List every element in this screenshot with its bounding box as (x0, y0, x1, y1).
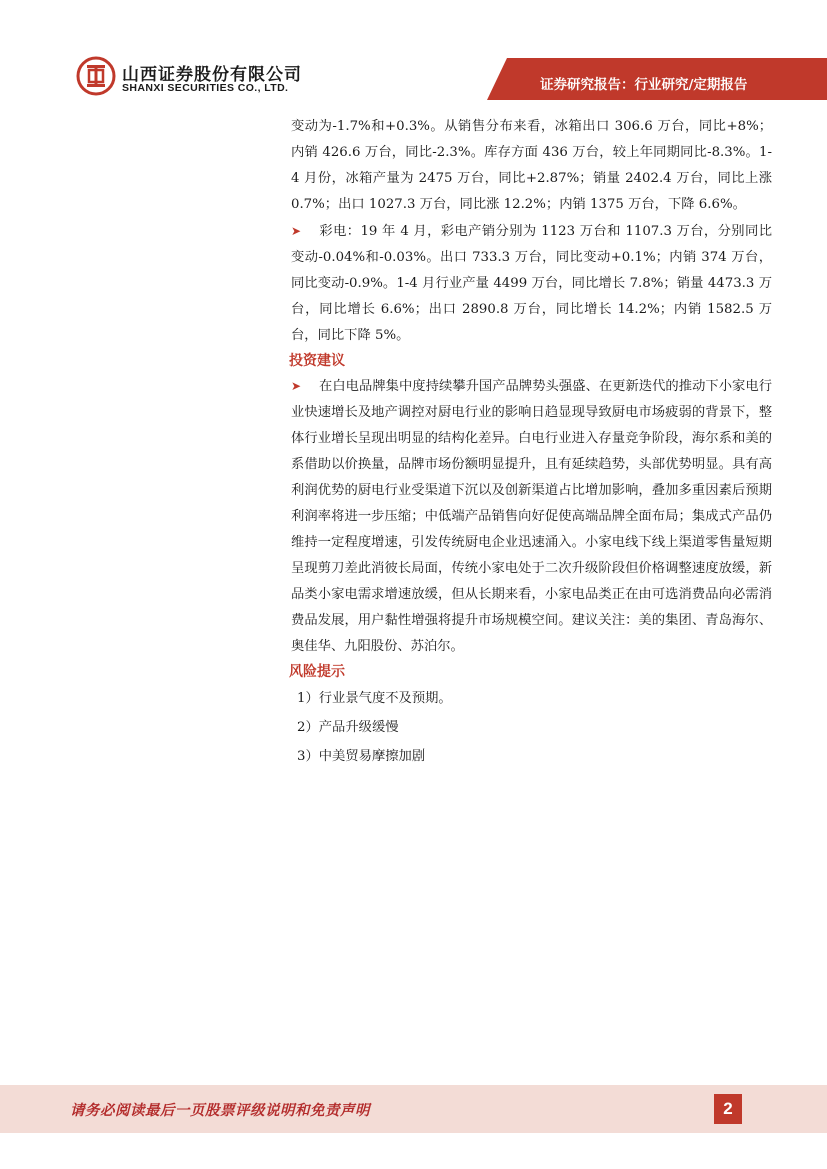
report-body (291, 114, 772, 771)
page-header (0, 0, 827, 100)
disclaimer-text: 请务必阅读最后一页股票评级说明和免责声明 (70, 1102, 370, 1119)
tv-bullet-text: 彩电：19 年 4 月，彩电产销分别为 1123 万台和 1107.3 万台，分别同比变动-0.04%和-0.03%。出口 733.3 万台，同比变动+0.1%；内销 374 万台，同比变动-0.9%。1-4 月行业产量 4499 万台，同比增长 7.8%；销量 4473.3 万台，同比增长 6.6%；出口 2890.8 万台，同比增长 14.2%；内销 1582.5 万台，同比下降 5%。 (291, 224, 772, 343)
company-name-en: SHANXI SECURITIES CO., LTD. (122, 82, 289, 94)
risk-item: 1）行业景气度不及预期。 (297, 691, 452, 706)
risk-item: 3）中美贸易摩擦加剧 (297, 749, 426, 764)
page-number: 2 (714, 1094, 742, 1124)
tv-bullet-paragraph (291, 218, 772, 349)
arrow-bullet-icon: ➤ (291, 379, 302, 393)
investment-bullet-paragraph (291, 373, 772, 660)
company-name-cn: 山西证券股份有限公司 (122, 65, 302, 85)
page-footer (0, 1085, 827, 1133)
arrow-bullet-icon: ➤ (291, 224, 302, 238)
investment-heading: 投资建议 (289, 353, 345, 369)
investment-bullet-text: 在白电品牌集中度持续攀升国产品牌势头强盛、在更新迭代的推动下小家电行业快速增长及地产调控对厨电行业的影响日趋显现导致厨电市场疲弱的背景下，整体行业增长呈现出明显的结构化差异。白电行业进入存量竞争阶段，海尔系和美的系借助以价换量，品牌市场份额明显提升，且有延续趋势，头部优势明显。具有高利润优势的厨电行业受渠道下沉以及创新渠道占比增加影响，叠加多重因素后预期利润率将进一步压缩；中低端产品销售向好促使高端品牌全面布局；集成式产品仍维持一定程度增速，引发传统厨电企业迅速涌入。小家电线下线上渠道零售量短期呈现剪刀差此消彼长局面，传统小家电处于二次升级阶段但价格调整速度放缓，新品类小家电需求增速放缓，但从长期来看，小家电品类正在由可选消费品向必需消费品发展，用户黏性增强将提升市场规模空间。建议关注：美的集团、青岛海尔、奥佳华、九阳股份、苏泊尔。 (291, 379, 772, 654)
fridge-paragraph: 变动为-1.7%和+0.3%。从销售分布来看，冰箱出口 306.6 万台，同比+8%；内销 426.6 万台，同比-2.3%。库存方面 436 万台，较上年同期同比-8.3%。1-4 月份，冰箱产量为 2475 万台，同比+2.87%；销量 2402.4 万台，同比上涨 0.7%；出口 1027.3 万台，同比涨 12.2%；内销 1375 万台，下降 6.6%。 (291, 119, 772, 212)
risk-heading: 风险提示 (289, 664, 345, 680)
report-type-label: 证券研究报告：行业研究/定期报告 (540, 77, 748, 93)
risk-item: 2）产品升级缓慢 (297, 720, 399, 735)
shanxi-securities-logo-icon (76, 56, 116, 96)
